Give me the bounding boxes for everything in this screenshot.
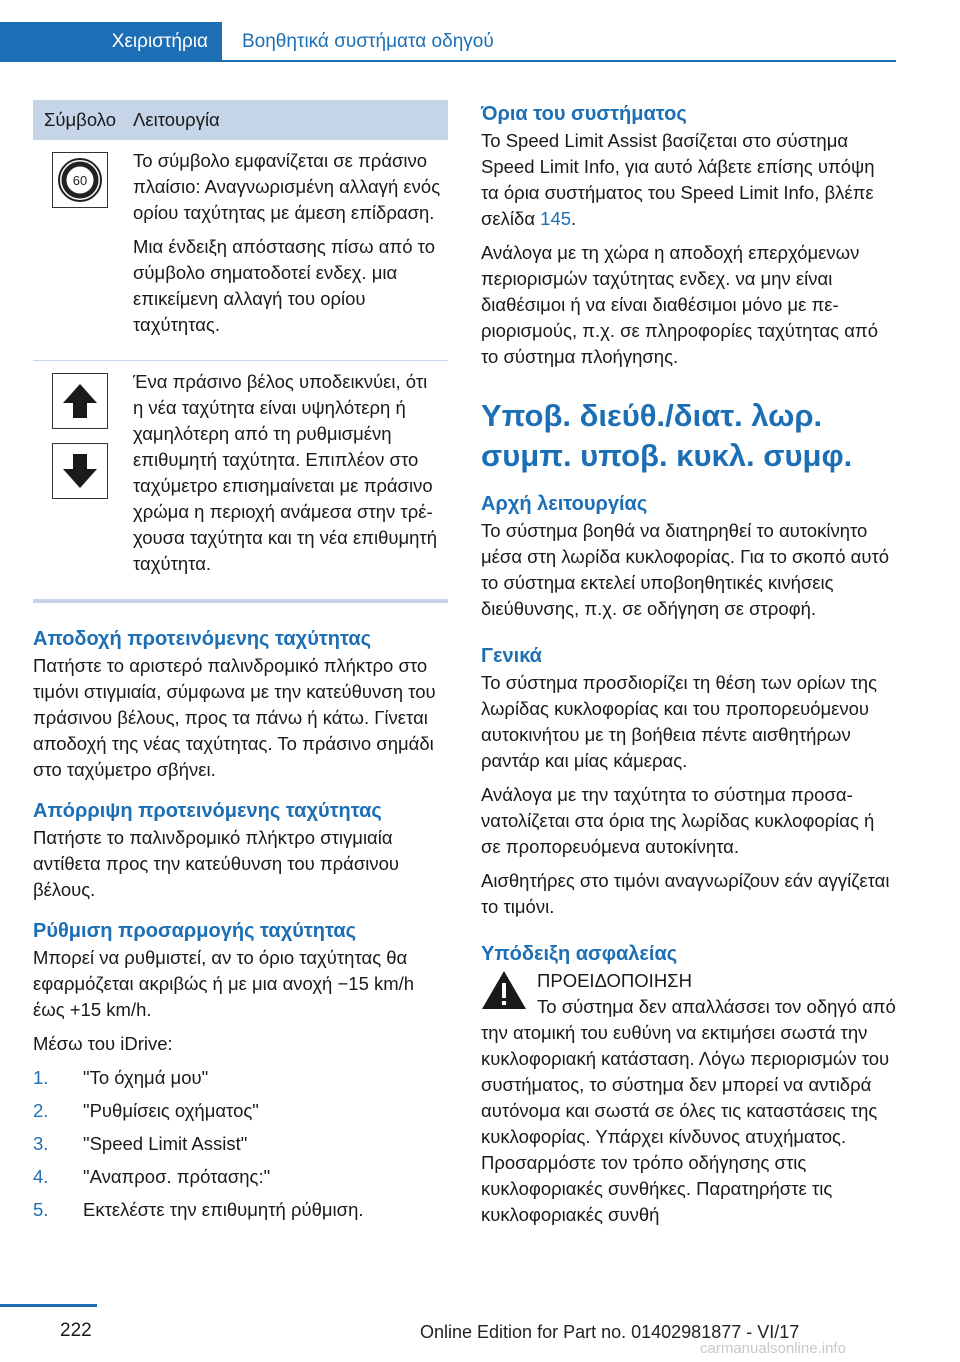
general-text-2: Ανάλογα με την ταχύτητα το σύστημα προσανατολίζεται στα όρια της λωρίδας κυκλοφορίας ή σε προπορευόμενα αυτοκίνητα. xyxy=(481,784,875,857)
general-text-1: Το σύστημα προσδιορίζει τη θέση των ορίων της λωρίδας κυκλοφορίας και του προπορευόμενου αυτοκινήτου με τη βοήθεια πέντε αισθητήρων ραντάρ και μίας κάμερας. xyxy=(481,672,877,771)
section-title: Υποβ. διεύθ./διατ. λωρ. συμπ. υποβ. κυκλ. συμφ. xyxy=(481,398,853,473)
warning-block xyxy=(481,968,896,1228)
symbol-table xyxy=(33,100,448,603)
limits-text-2: Ανάλογα με τη χώρα η αποδοχή επερχόμενων περιορισμών ταχύτητας ενδεχ. να μην είναι διαθέσιμοι ή να είναι διαθέσιμοι μόνο με περιορισμούς, π.χ. σε πληροφορίες ταχύτητας από το σύστημα πλοήγησης. xyxy=(481,242,878,367)
list-item: 5. Εκτελέστε την επιθυμητή ρύθμιση. xyxy=(33,1199,364,1220)
tab-driver-assistance[interactable]: Βοηθητικά συστήματα οδηγού xyxy=(222,22,896,62)
speed-limit-value: 60 xyxy=(72,173,88,188)
warning-label: ΠΡΟΕΙΔΟΠΟΙΗΣΗ xyxy=(537,970,692,991)
row1-text-1: Το σύμβολο εμφανίζεται σε πράσινο πλαίσιο: Αναγνωρισμένη αλλαγή ενός ορίου ταχύτητας με άμεση επίδραση. xyxy=(133,150,441,223)
symbol-column-header: Σύμβολο xyxy=(33,100,127,140)
arrow-up-icon xyxy=(52,373,108,429)
warning-triangle-icon xyxy=(481,970,527,1010)
page-number: 222 xyxy=(60,1320,92,1341)
reject-heading: Απόρριψη προτεινόμενης ταχύτητας xyxy=(33,800,382,822)
idrive-steps xyxy=(33,1065,448,1223)
arrow-down-icon xyxy=(52,443,108,499)
reject-text: Πατήστε το παλινδρομικό πλήκτρο στιγμιαία αντίθετα προς την κατεύθυνση του πράσινου βέλους. xyxy=(33,827,400,900)
function-column-header: Λειτουργία xyxy=(127,100,448,140)
list-item: 1. "Το όχημά μου" xyxy=(33,1067,209,1088)
list-item: 3. "Speed Limit Assist" xyxy=(33,1133,248,1154)
row2-text: Ένα πράσινο βέλος υποδεικνύει, ότι η νέα ταχύτητα είναι υψηλότερη ή χαμηλότερη από τη ρυθμισμένη επιθυμητή ταχύτητα. Επιπλέον στο ταχύμετρο επισημαίνεται με πράσινο χρώμα η περιοχή ανάμεσα στην τρέχουσα ταχύτητα και τη νέα επιθυμητή ταχύτητα. xyxy=(133,371,438,574)
table-row xyxy=(33,140,448,361)
idrive-intro: Μέσω του iDrive: xyxy=(33,1033,173,1054)
adjust-heading: Ρύθμιση προσαρμογής ταχύτητας xyxy=(33,920,357,942)
list-item: 4. "Αναπροσ. πρότασης:" xyxy=(33,1166,271,1187)
table-row xyxy=(33,361,448,602)
row1-text-2: Μια ένδειξη απόστασης πίσω από το σύμβολο σηματοδοτεί ενδεχ. μια επικείμενη αλλαγή του ορίου ταχύτητας. xyxy=(133,236,435,335)
header-underline xyxy=(222,60,896,62)
safety-heading: Υπόδειξη ασφαλείας xyxy=(481,943,678,965)
adjust-text: Μπορεί να ρυθμιστεί, αν το όριο ταχύτητας θα εφαρμόζεται ακριβώς ή με μια ανοχή −15 km/h έως +15 km/h. xyxy=(33,947,415,1020)
accept-heading: Αποδοχή προτεινόμενης ταχύτητας xyxy=(33,628,372,650)
warning-text: Το σύστημα δεν απαλλάσσει τον οδηγό από την ατομική του ευθύνη να εκτιμήσει σωστά την κυκλοφοριακή κατάσταση. Λόγω περιορισμών του συστήματος, το σύστημα δεν μπορεί να αντιδρά αυτόνομα και σωστά σε όλες τις καταστάσεις της κυκλοφορίας. Υπάρχει κίνδυνος ατυχήματος. Προσαρμόστε τον τρόπο οδήγησης στις κυκλοφοριακές συνθήκες. Παρατηρήστε τις κυκλοφοριακές συνθή xyxy=(481,996,896,1225)
accept-text: Πατήστε το αριστερό παλινδρομικό πλήκτρο στο τιμόνι στιγμιαία, σύμφωνα με την κατεύθυνση του πράσινου βέλους, προς τα πάνω ή κάτω. Γίνεται αποδοχή της νέας ταχύτητας. Το πράσινο σημάδι στο ταχύμετρο σβήνει. xyxy=(33,655,436,780)
limits-text: Το Speed Limit Assist βασίζεται στο σύστημα Speed Limit Info, για αυτό λάβετε επίσης υπόψη τα όρια συστήματος του Speed Limit Info, βλέπε σελίδα 145. xyxy=(481,130,875,229)
speed-limit-sign-icon xyxy=(52,152,108,208)
footer-line xyxy=(0,1304,97,1307)
right-column xyxy=(481,100,896,1236)
page-reference-link[interactable]: 145 xyxy=(540,208,572,229)
edition-text: Online Edition for Part no. 01402981877 - VI/17 xyxy=(420,1322,800,1342)
list-item: 2. "Ρυθμίσεις οχήματος" xyxy=(33,1100,259,1121)
principle-text: Το σύστημα βοηθά να διατηρηθεί το αυτοκίνητο μέσα στη λωρίδα κυκλοφορίας. Για το σκοπό αυτό το σύστημα εκτελεί υποβοηθητικές κινήσεις διεύθυνσης, π.χ. σε οδήγηση σε στροφή. xyxy=(481,520,890,619)
principle-heading: Αρχή λειτουργίας xyxy=(481,493,648,515)
limits-heading: Όρια του συστήματος xyxy=(481,103,687,125)
watermark: carmanualsonline.info xyxy=(700,1340,846,1357)
left-column xyxy=(33,100,448,1230)
general-text-3: Αισθητήρες στο τιμόνι αναγνωρίζουν εάν αγγίζεται το τιμόνι. xyxy=(481,870,890,917)
general-heading: Γενικά xyxy=(481,645,542,667)
tab-controls[interactable]: Χειριστήρια xyxy=(0,22,222,62)
